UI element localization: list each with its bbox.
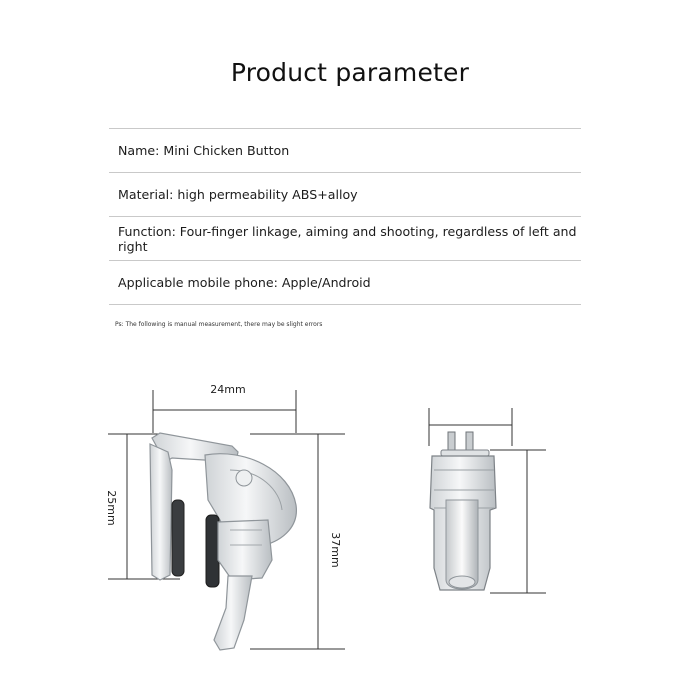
dimension-length-label: 37mm (329, 532, 342, 568)
param-row-function: Function: Four-finger linkage, aiming and shooting, regardless of left and right (109, 217, 581, 261)
param-row-phone: Applicable mobile phone: Apple/Android (109, 261, 581, 305)
dimension-width-label: 24mm (210, 383, 246, 396)
dimension-height-label: 25mm (105, 490, 118, 526)
trigger-front-view-image (430, 432, 496, 590)
dimension-width (153, 390, 296, 433)
page-title: Product parameter (230, 58, 470, 87)
param-row-name: Name: Mini Chicken Button (109, 129, 581, 173)
trigger-side-view-image (150, 433, 296, 650)
param-row-material: Material: high permeability ABS+alloy (109, 173, 581, 217)
measurement-note: Ps: The following is manual measurement, there may be slight errors (115, 321, 323, 328)
